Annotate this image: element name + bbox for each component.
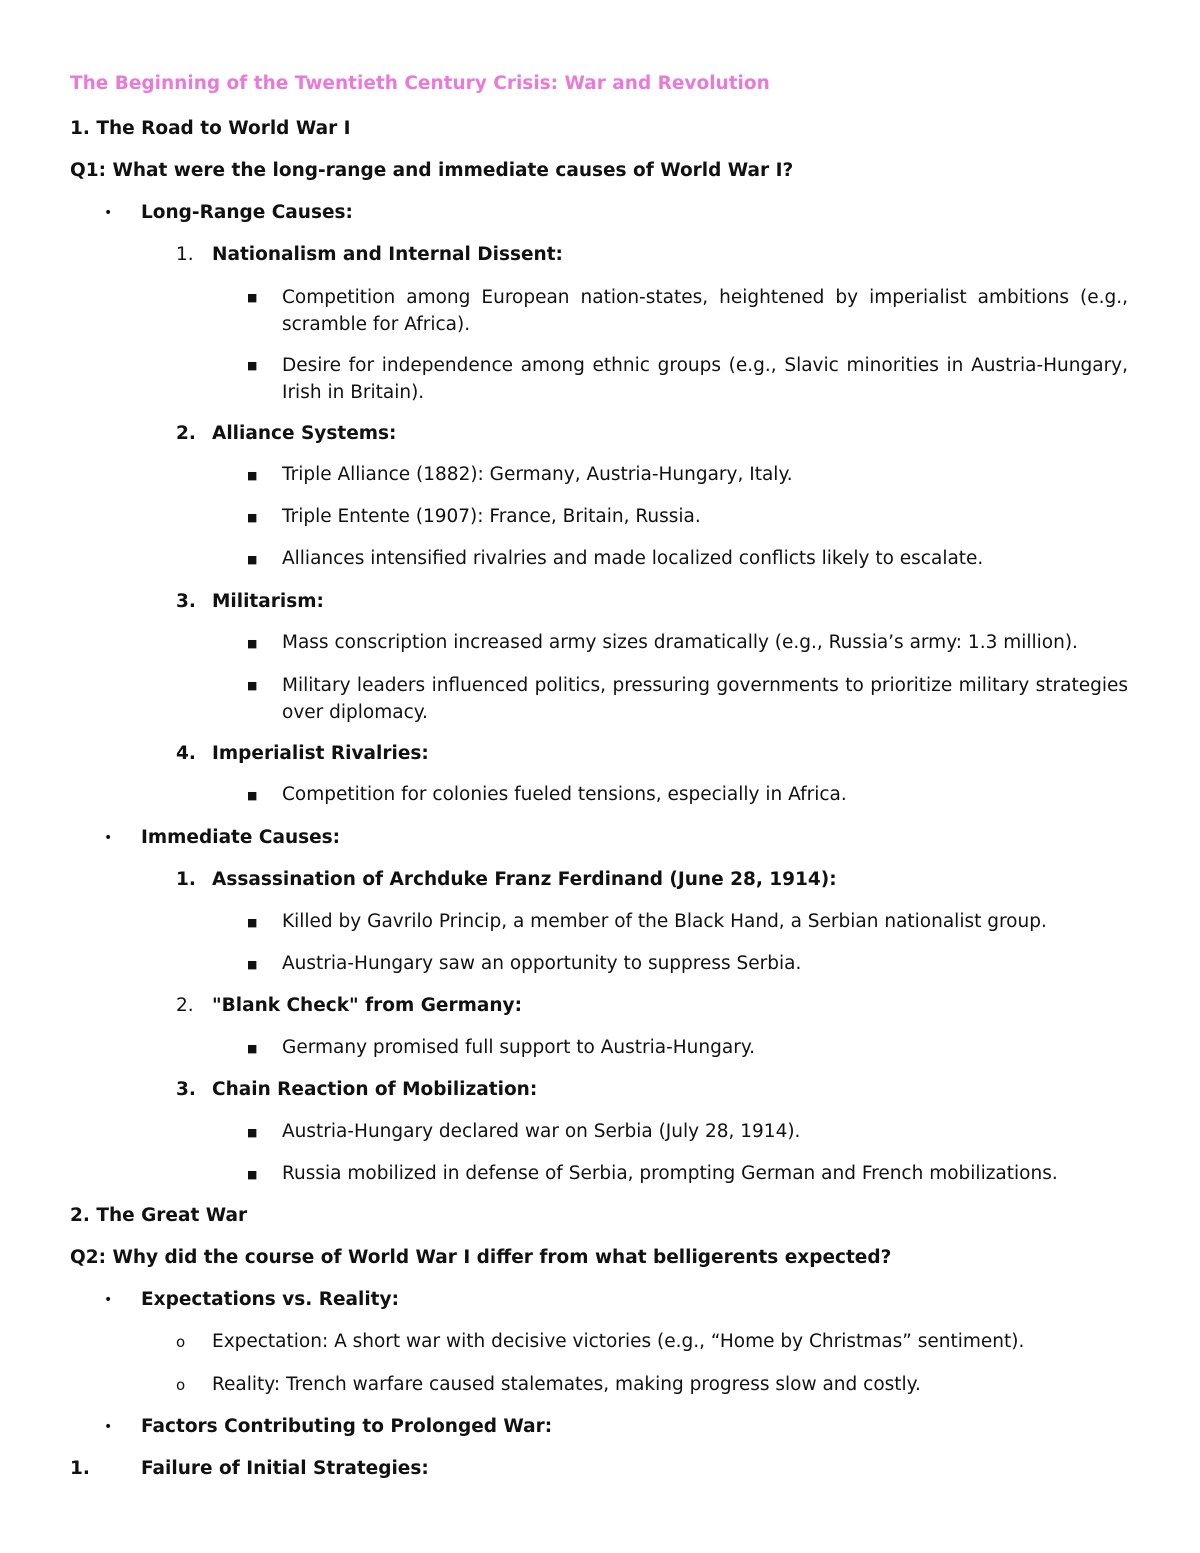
square-bullet-marker: ■ <box>247 1042 258 1055</box>
item-number: 1. <box>176 244 194 265</box>
item-label: Assassination of Archduke Franz Ferdinand (June 28, 1914): <box>212 869 837 890</box>
item-label: Alliance Systems: <box>212 423 397 444</box>
list-item: Russia mobilized in defense of Serbia, prompting German and French mobilizations. <box>282 1163 1058 1184</box>
square-bullet-marker: ■ <box>247 511 258 524</box>
section-heading: 2. The Great War <box>70 1205 248 1226</box>
question-heading: Q2: Why did the course of World War I differ from what belligerents expected? <box>70 1247 892 1268</box>
list-item: Alliances intensified rivalries and made localized conflicts likely to escalate. <box>282 548 984 569</box>
item-number: 1. <box>70 1458 90 1479</box>
bullet-marker: • <box>104 830 113 846</box>
list-item: Expectation: A short war with decisive victories (e.g., “Home by Christmas” sentiment). <box>212 1331 1025 1352</box>
square-bullet-marker: ■ <box>247 916 258 929</box>
list-item: Killed by Gavrilo Princip, a member of the Black Hand, a Serbian nationalist group. <box>282 911 1047 932</box>
item-number: 3. <box>176 591 196 612</box>
bullet-label: Immediate Causes: <box>141 827 341 848</box>
bullet-label: Long-Range Causes: <box>141 202 353 223</box>
item-number: 2. <box>176 995 194 1016</box>
bullet-marker: • <box>104 205 113 221</box>
list-item: Military leaders influenced politics, pressuring governments to prioritize military strategies over diplomacy. <box>282 675 1128 723</box>
item-label: "Blank Check" from Germany: <box>212 995 522 1016</box>
square-bullet-marker: ■ <box>247 789 258 802</box>
bullet-marker: • <box>104 1419 113 1435</box>
list-item: Mass conscription increased army sizes dramatically (e.g., Russia’s army: 1.3 million). <box>282 632 1078 653</box>
question-heading: Q1: What were the long-range and immediate causes of World War I? <box>70 160 794 181</box>
square-bullet-marker: ■ <box>247 679 258 692</box>
square-bullet-marker: ■ <box>247 1126 258 1139</box>
bullet-marker: • <box>104 1292 113 1308</box>
list-item: Desire for independence among ethnic groups (e.g., Slavic minorities in Austria-Hungary, Irish in Britain). <box>282 355 1128 403</box>
bullet-label: Expectations vs. Reality: <box>141 1289 399 1310</box>
square-bullet-marker: ■ <box>247 1168 258 1181</box>
list-item: Triple Entente (1907): France, Britain, Russia. <box>282 506 701 527</box>
bullet-label: Factors Contributing to Prolonged War: <box>141 1416 553 1437</box>
list-item: Germany promised full support to Austria-Hungary. <box>282 1037 756 1058</box>
item-label: Failure of Initial Strategies: <box>141 1458 429 1479</box>
item-label: Militarism: <box>212 591 324 612</box>
square-bullet-marker: ■ <box>247 469 258 482</box>
document-title: The Beginning of the Twentieth Century Crisis: War and Revolution <box>70 73 770 94</box>
list-item: Competition among European nation-states, heightened by imperialist ambitions (e.g., scramble for Africa). <box>282 287 1128 335</box>
square-bullet-marker: ■ <box>247 958 258 971</box>
item-label: Nationalism and Internal Dissent: <box>212 244 563 265</box>
item-label: Imperialist Rivalries: <box>212 743 429 764</box>
circle-bullet-marker: o <box>176 1333 186 1351</box>
list-item: Austria-Hungary saw an opportunity to suppress Serbia. <box>282 953 802 974</box>
square-bullet-marker: ■ <box>247 291 258 304</box>
item-number: 3. <box>176 1079 196 1100</box>
square-bullet-marker: ■ <box>247 359 258 372</box>
item-number: 1. <box>176 869 196 890</box>
list-item: Triple Alliance (1882): Germany, Austria-Hungary, Italy. <box>282 464 793 485</box>
list-item: Competition for colonies fueled tensions, especially in Africa. <box>282 784 847 805</box>
item-number: 2. <box>176 423 196 444</box>
list-item: Reality: Trench warfare caused stalemates, making progress slow and costly. <box>212 1374 921 1395</box>
item-label: Chain Reaction of Mobilization: <box>212 1079 538 1100</box>
circle-bullet-marker: o <box>176 1376 186 1394</box>
list-item: Austria-Hungary declared war on Serbia (July 28, 1914). <box>282 1121 801 1142</box>
item-number: 4. <box>176 743 196 764</box>
section-heading: 1. The Road to World War I <box>70 118 351 139</box>
square-bullet-marker: ■ <box>247 553 258 566</box>
square-bullet-marker: ■ <box>247 637 258 650</box>
